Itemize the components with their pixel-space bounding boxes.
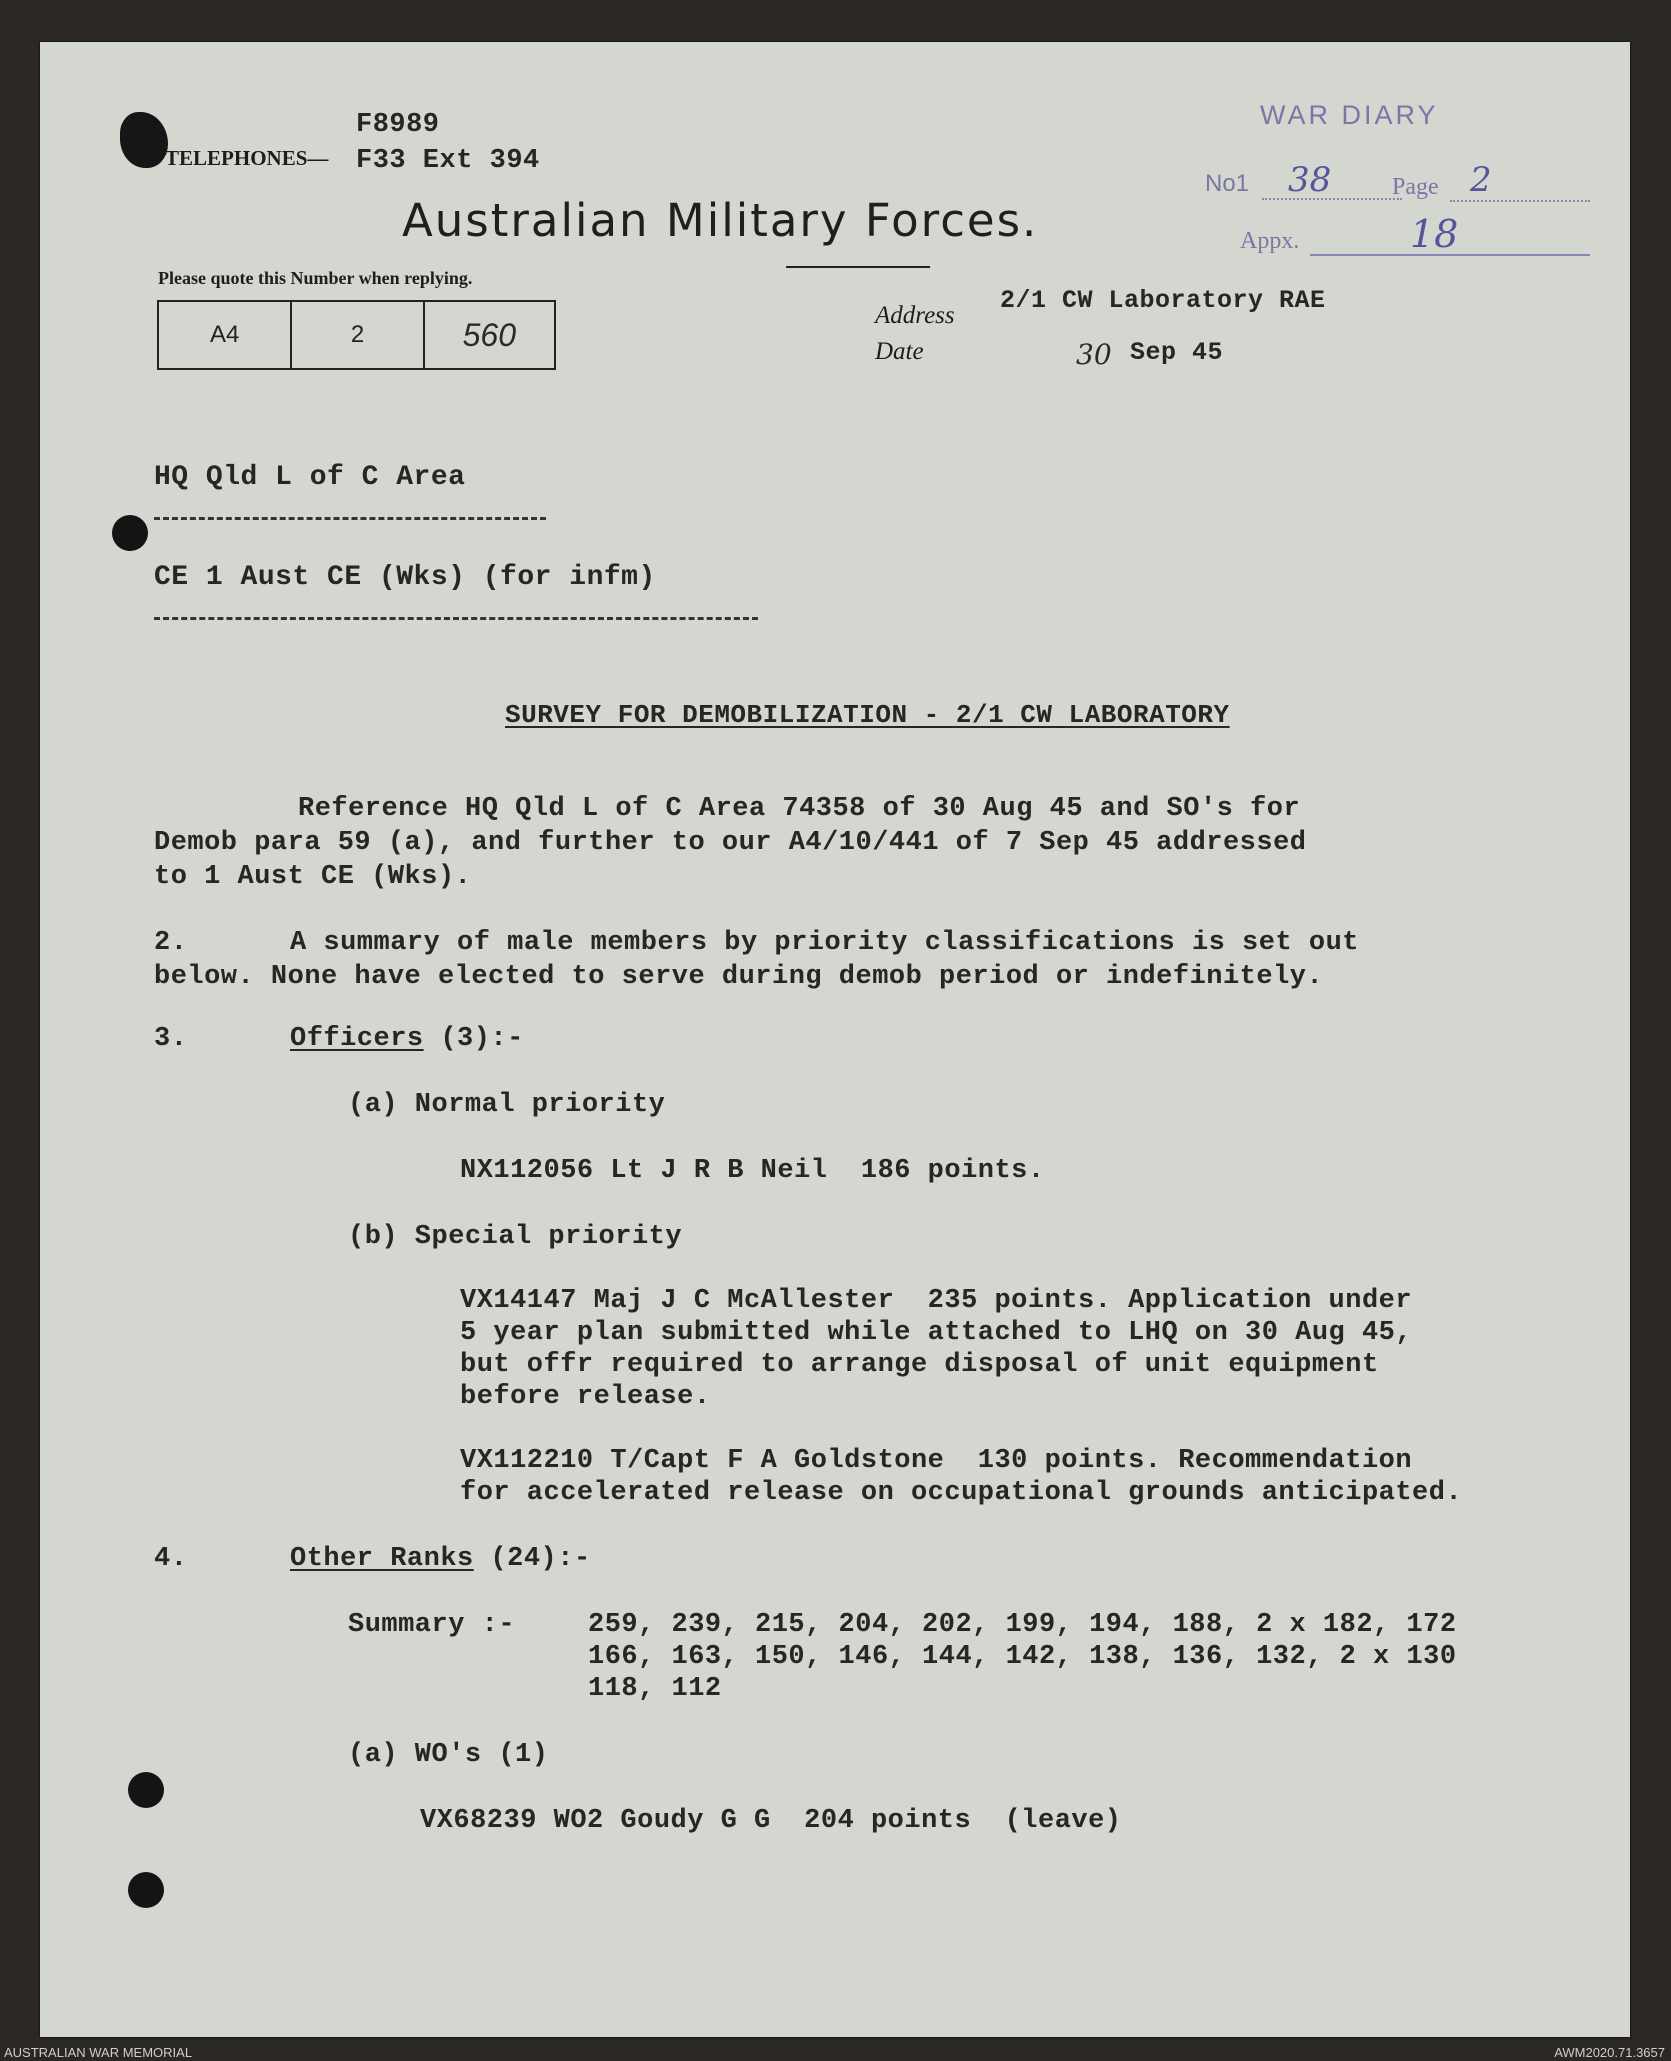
war-diary-no-line — [1262, 198, 1402, 200]
addressee-2: CE 1 Aust CE (Wks) (for infm) — [154, 562, 656, 593]
special-entry-1-line-1: VX14147 Maj J C McAllester 235 points. Application under — [460, 1286, 1413, 1316]
wo-heading: (a) WO's (1) — [348, 1740, 549, 1770]
date-value: Sep 45 — [1130, 338, 1224, 367]
officers-heading-line — [290, 1024, 524, 1054]
para-3-number: 3. — [154, 1024, 188, 1054]
document-page — [40, 42, 1630, 2037]
reference-box-1: A4 — [159, 302, 292, 368]
officers-heading: Officers — [290, 1024, 424, 1054]
war-diary-page-value: 2 — [1470, 160, 1492, 200]
summary-line-3: 118, 112 — [588, 1674, 722, 1704]
war-diary-page-label: Page — [1392, 174, 1439, 200]
quote-note: Please quote this Number when replying. — [158, 268, 473, 288]
footer-right: AWM2020.71.3657 — [1554, 2045, 1665, 2060]
punch-hole-bottom — [128, 1872, 164, 1908]
special-priority-heading: (b) Special priority — [348, 1222, 683, 1252]
special-entry-2-line-1: VX112210 T/Capt F A Goldstone 130 points. Recommendation — [460, 1446, 1413, 1476]
date-handwritten-day: 30 — [1076, 338, 1112, 371]
war-diary-no-label: No1 — [1205, 170, 1250, 197]
phone-line-1: F8989 — [356, 110, 440, 140]
punch-hole-top — [112, 515, 148, 551]
other-ranks-count: (24):- — [473, 1544, 591, 1574]
officers-count: (3):- — [423, 1024, 524, 1054]
other-ranks-heading: Other Ranks — [290, 1544, 474, 1574]
special-entry-1-line-3: but offr required to arrange disposal of unit equipment — [460, 1350, 1379, 1380]
war-diary-no-value: 38 — [1288, 160, 1332, 200]
reference-number-box — [157, 300, 556, 370]
reference-box-3: 560 — [462, 316, 517, 353]
special-entry-1-line-4: before release. — [460, 1382, 711, 1412]
addressee-1: HQ Qld L of C Area — [154, 462, 466, 493]
normal-priority-heading: (a) Normal priority — [348, 1090, 666, 1120]
special-entry-2-line-2: for accelerated release on occupational grounds anticipated. — [460, 1478, 1463, 1508]
war-diary-page-line — [1450, 200, 1590, 202]
summary-label: Summary :- — [348, 1610, 516, 1640]
punch-hole-middle — [128, 1772, 164, 1808]
other-ranks-heading-line — [290, 1544, 591, 1574]
reference-box-2: 2 — [292, 302, 424, 368]
footer-left: AUSTRALIAN WAR MEMORIAL — [4, 2045, 193, 2060]
addressee-1-rule — [154, 517, 546, 520]
para-2-line-2: below. None have elected to serve during demob period or indefinitely. — [154, 962, 1324, 992]
organisation-title: Australian Military Forces. — [402, 194, 1039, 247]
para-2-line-1: A summary of male members by priority classifications is set out — [290, 928, 1359, 958]
summary-line-2: 166, 163, 150, 146, 144, 142, 138, 136, 132, 2 x 130 — [588, 1642, 1457, 1672]
para-2-number: 2. — [154, 928, 188, 958]
normal-priority-entry: NX112056 Lt J R B Neil 186 points. — [460, 1156, 1045, 1186]
telephones-label: TELEPHONES— — [165, 146, 329, 170]
address-label: Address — [875, 302, 955, 329]
war-diary-appx-label: Appx. — [1240, 228, 1300, 254]
ink-blot — [120, 112, 168, 168]
para-1-line-2: Demob para 59 (a), and further to our A4/10/441 of 7 Sep 45 addressed — [154, 828, 1307, 858]
summary-line-1: 259, 239, 215, 204, 202, 199, 194, 188, 2 x 182, 172 — [588, 1610, 1457, 1640]
para-4-number: 4. — [154, 1544, 188, 1574]
wo-entry: VX68239 WO2 Goudy G G 204 points (leave) — [420, 1806, 1122, 1836]
addressee-2-rule — [154, 617, 758, 620]
subject-heading: SURVEY FOR DEMOBILIZATION - 2/1 CW LABORATORY — [505, 700, 1230, 730]
war-diary-appx-value: 18 — [1410, 212, 1459, 256]
title-rule — [786, 266, 930, 268]
phone-line-2: F33 Ext 394 — [356, 146, 540, 176]
para-1-line-1: Reference HQ Qld L of C Area 74358 of 30 Aug 45 and SO's for — [298, 794, 1301, 824]
special-entry-1-line-2: 5 year plan submitted while attached to LHQ on 30 Aug 45, — [460, 1318, 1413, 1348]
address-value: 2/1 CW Laboratory RAE — [1000, 286, 1326, 315]
para-1-line-3: to 1 Aust CE (Wks). — [154, 862, 472, 892]
war-diary-stamp-title: WAR DIARY — [1260, 100, 1439, 130]
date-label: Date — [875, 338, 924, 365]
